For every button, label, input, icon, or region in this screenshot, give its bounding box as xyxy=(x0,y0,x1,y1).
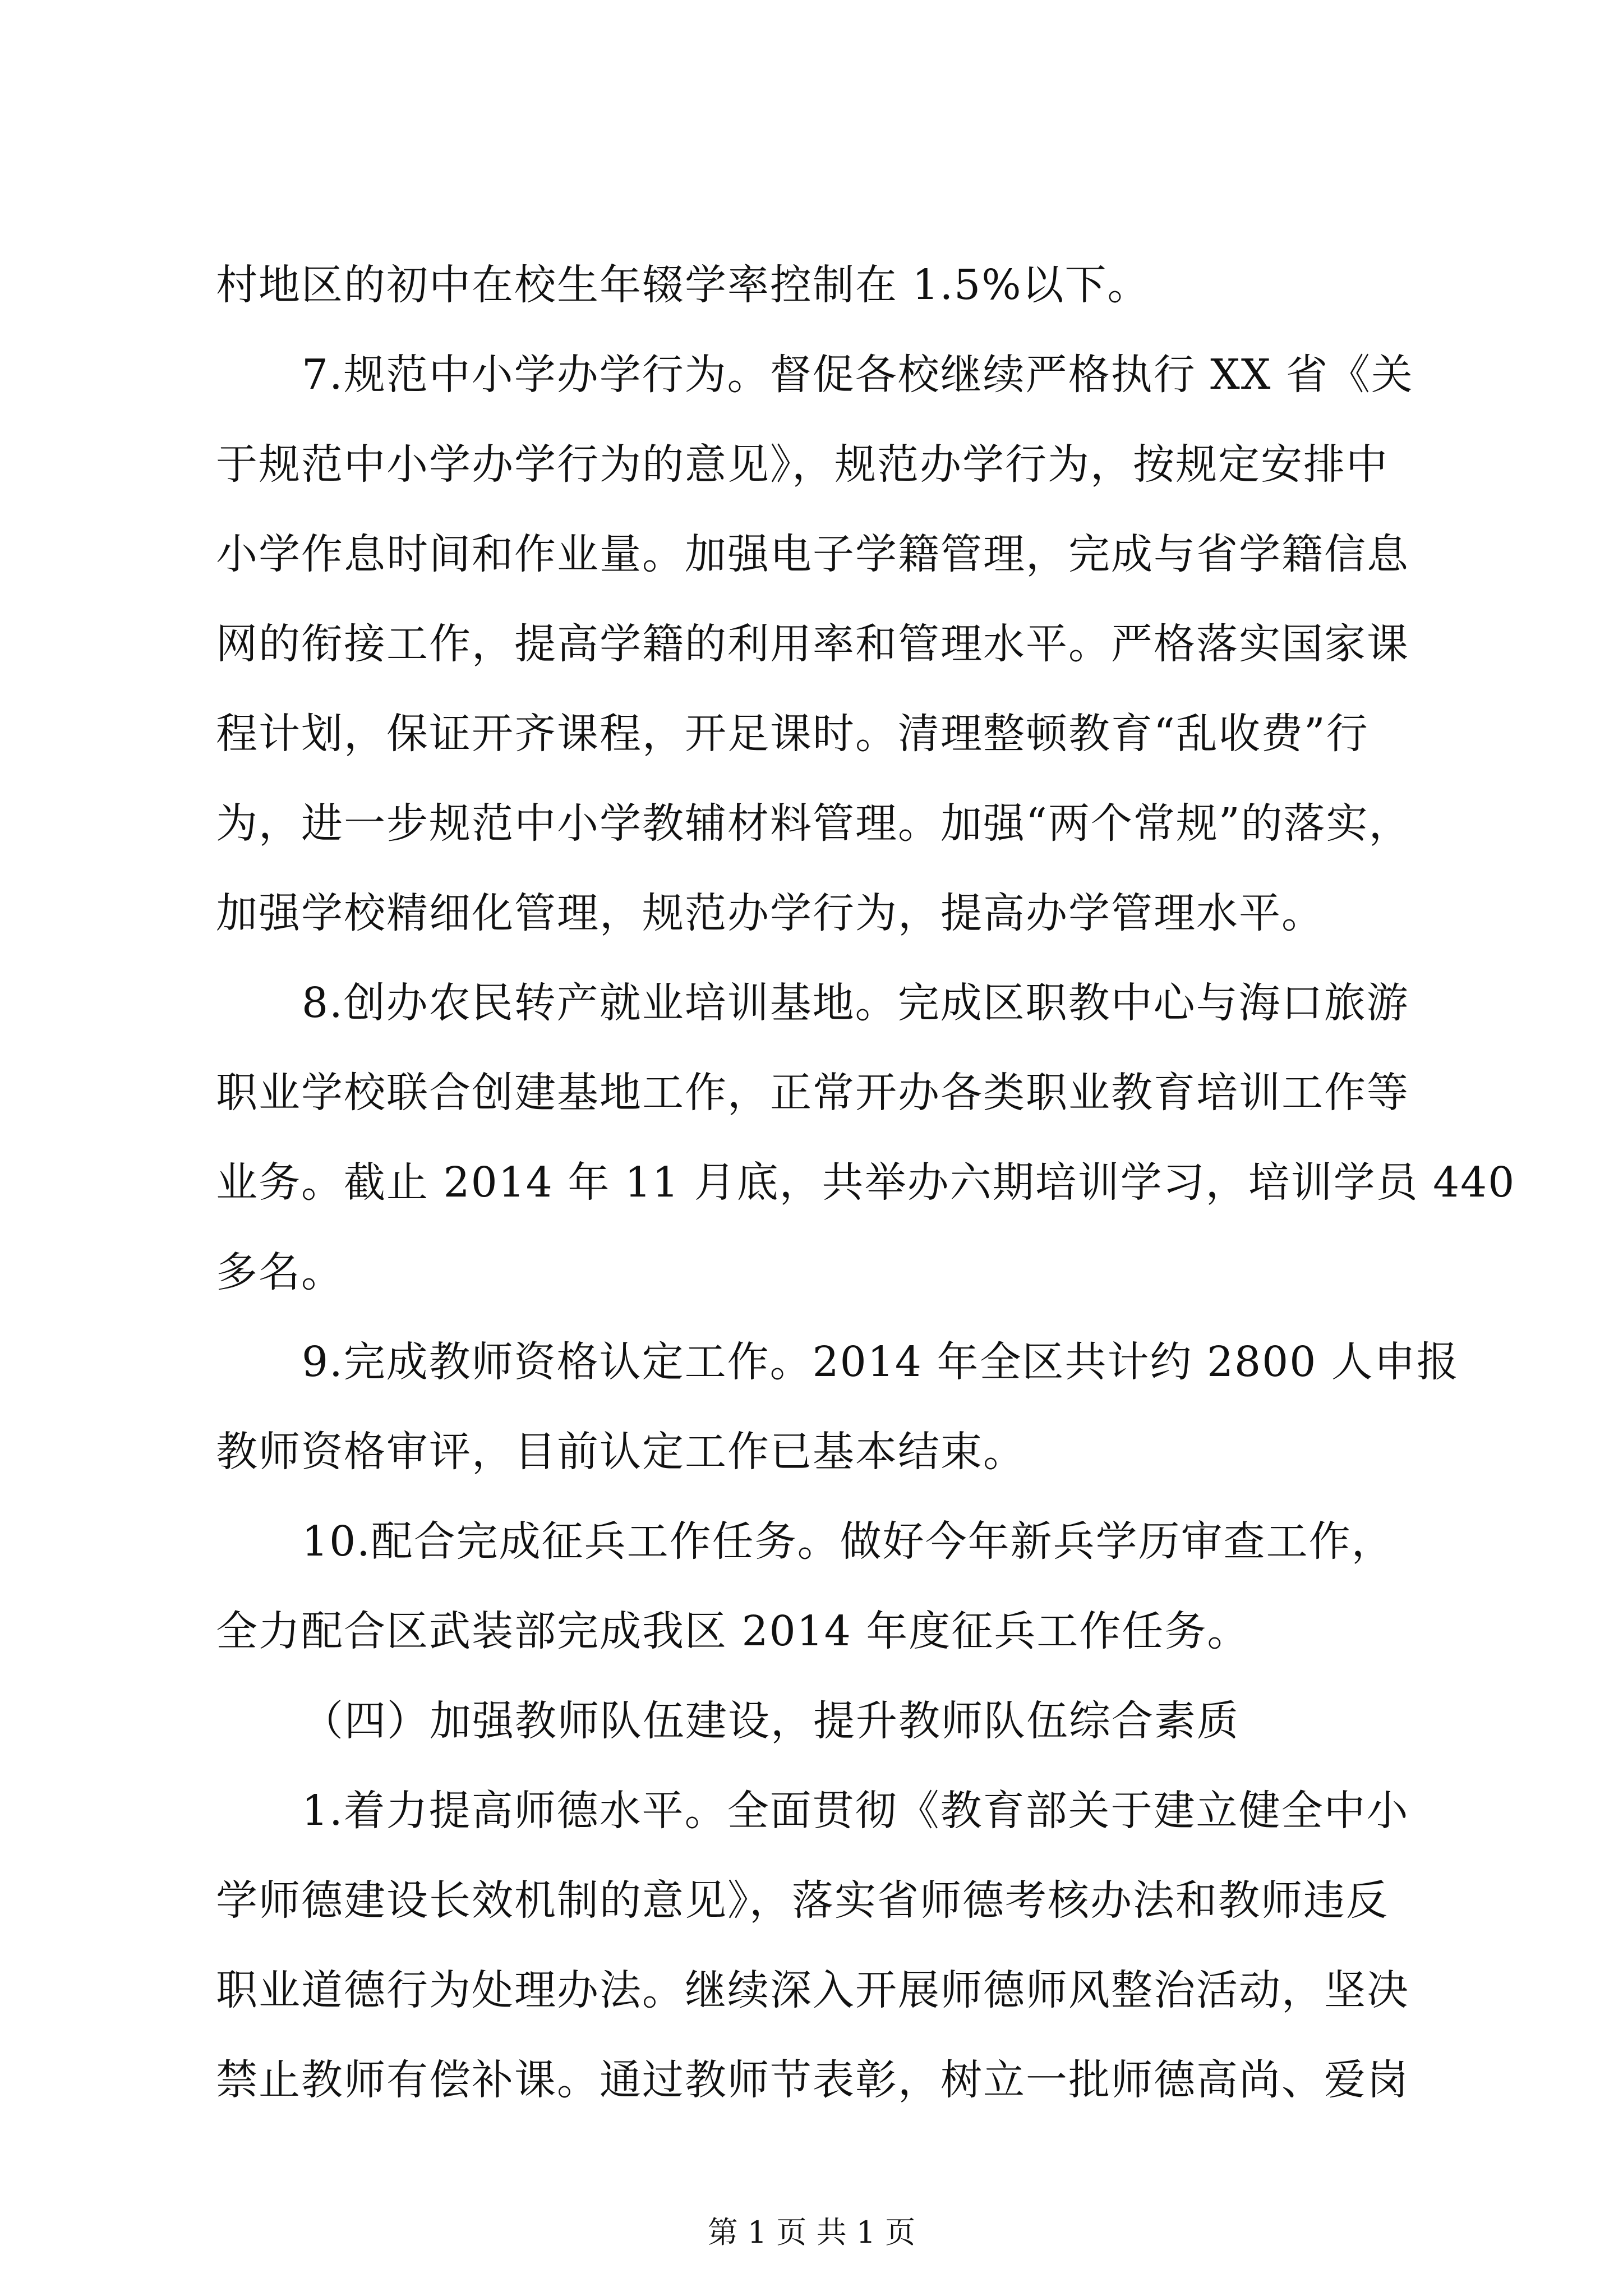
text-line-15: 10.配合完成征兵工作任务。做好今年新兵学历审查工作， xyxy=(302,1517,1394,1566)
text-line-18: 1.着力提高师德水平。全面贯彻《教育部关于建立健全中小 xyxy=(302,1787,1409,1835)
section-heading: （四）加强教师队伍建设，提升教师队伍综合素质 xyxy=(302,1697,1239,1745)
text-line-11: 业务。截止 2014 年 11 月底，共举办六期培训学习，培训学员 440 xyxy=(216,1158,1516,1207)
text-line-3: 于规范中小学办学行为的意见》，规范办学行为，按规定安排中 xyxy=(216,440,1389,489)
text-line-20: 职业道德行为处理办法。继续深入开展师德师风整治活动，坚决 xyxy=(216,1966,1409,2014)
text-line-5: 网的衔接工作，提高学籍的利用率和管理水平。严格落实国家课 xyxy=(216,620,1409,668)
text-line-2: 7.规范中小学办学行为。督促各校继续严格执行 XX 省《关 xyxy=(302,351,1414,399)
text-line-10: 职业学校联合创建基地工作，正常开办各类职业教育培训工作等 xyxy=(216,1069,1409,1117)
text-line-21: 禁止教师有偿补课。通过教师节表彰，树立一批师德高尚、爱岗 xyxy=(216,2056,1409,2104)
text-line-7: 为，进一步规范中小学教辅材料管理。加强“两个常规”的落实， xyxy=(216,799,1412,848)
page-footer: 第 1 页 共 1 页 xyxy=(707,2215,916,2250)
text-line-19: 学师德建设长效机制的意见》，落实省师德考核办法和教师违反 xyxy=(216,1876,1389,1925)
text-line-4: 小学作息时间和作业量。加强电子学籍管理，完成与省学籍信息 xyxy=(216,530,1409,578)
text-line-8: 加强学校精细化管理，规范办学行为，提高办学管理水平。 xyxy=(216,889,1324,937)
text-line-12: 多名。 xyxy=(216,1248,344,1296)
text-line-6: 程计划，保证开齐课程，开足课时。清理整顿教育“乱收费”行 xyxy=(216,710,1369,758)
text-line-16: 全力配合区武装部完成我区 2014 年度征兵工作任务。 xyxy=(216,1607,1250,1655)
text-line-14: 教师资格审评，目前认定工作已基本结束。 xyxy=(216,1428,1026,1476)
text-line-9: 8.创办农民转产就业培训基地。完成区职教中心与海口旅游 xyxy=(302,979,1409,1027)
text-line-1: 村地区的初中在校生年辍学率控制在 1.5%以下。 xyxy=(216,261,1150,309)
text-line-13: 9.完成教师资格认定工作。2014 年全区共计约 2800 人申报 xyxy=(302,1338,1459,1386)
